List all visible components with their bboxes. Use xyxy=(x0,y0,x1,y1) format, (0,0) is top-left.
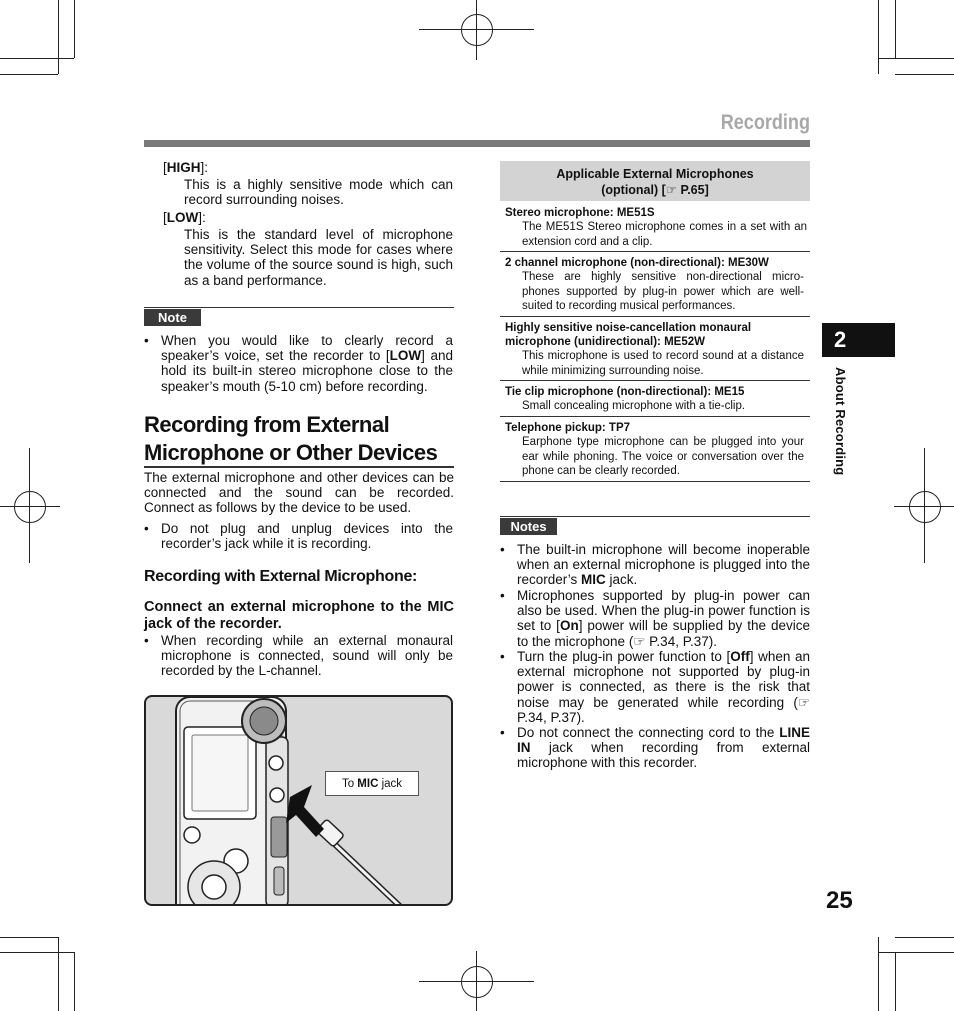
note-text-part: ] and hold its built-in stereo microphone close to the speaker’s mouth (5-10 cm) before recording. xyxy=(161,348,453,394)
section-title: Recording xyxy=(720,111,810,134)
chapter-number: 2 xyxy=(822,323,895,357)
mic-jack-callout xyxy=(325,771,419,796)
crop-mark xyxy=(74,0,75,58)
bullet-dot: • xyxy=(500,588,505,603)
notes-text-part: jack when recording from external microphone with this recorder. xyxy=(517,740,810,771)
note-rule xyxy=(144,307,454,308)
notes-text xyxy=(517,542,810,588)
notes-text-part: Turn the plug-in power function to [ xyxy=(517,649,731,664)
subheading: Recording with External Microphone: xyxy=(144,568,418,585)
table-divider xyxy=(500,481,810,482)
bullet-dot: • xyxy=(500,725,505,740)
intro-bullet xyxy=(144,521,454,553)
bullet-dot: • xyxy=(500,649,505,664)
step-text xyxy=(144,599,454,633)
low-description: This is the standard level of microphone sensitivity. Select this mode for cases where the volume of the source sound is high, such as a band performance. xyxy=(184,227,453,288)
notes-bullet xyxy=(500,588,810,650)
crop-mark xyxy=(74,952,75,1011)
crop-mark xyxy=(878,58,954,59)
crop-mark xyxy=(878,937,879,1011)
table-title-optional: (optional) xyxy=(601,183,659,197)
reference-icon: ☞ xyxy=(665,183,681,197)
mic-description: This microphone is used to record sound at a distance while minimizing surrounding noise. xyxy=(522,350,804,377)
note-text-part: When you would like to clearly record a speaker’s voice, set the recorder to [ xyxy=(161,333,453,364)
intro-bullet-text: Do not plug and unplug devices into the recorder’s jack while it is recording. xyxy=(161,521,453,552)
mic-entry xyxy=(505,421,804,479)
notes-text-part: ] power will be supplied by the device to the microphone (☞ P.34, P.37). xyxy=(517,618,810,649)
microphones-table-header xyxy=(500,161,810,201)
section-heading-line1: Recording from External xyxy=(144,412,390,437)
chapter-title: About Recording xyxy=(833,367,848,476)
registration-mark xyxy=(894,506,954,507)
mic-description: Small concealing microphone with a tie-clip. xyxy=(522,400,746,412)
notes-bullet xyxy=(500,649,810,727)
notes-text-part: ] when an external microphone not supported by plug-in power is connected, as there is the risk that noise may be generated while recording (☞ P.34, P.37). xyxy=(517,649,810,725)
mic-description: Earphone type microphone can be plugged into your ear while phoning. The voice or conversation over the phone can be clearly recorded. xyxy=(522,436,804,477)
notes-text-bold: Off xyxy=(730,649,750,664)
crop-mark xyxy=(0,58,74,59)
low-label-line: [LOW]: xyxy=(163,210,206,225)
registration-mark xyxy=(14,491,46,523)
table-divider xyxy=(500,416,810,417)
crop-mark xyxy=(895,74,954,75)
intro-paragraph: The external microphone and other devices can be connected and the sound can be recorded. Connect as follows by the device to be used. xyxy=(144,470,454,516)
notes-label: Notes xyxy=(500,518,557,535)
step-bullet xyxy=(144,633,454,681)
notes-rule xyxy=(500,516,810,517)
registration-mark xyxy=(461,966,493,998)
step-text-bold: MIC xyxy=(427,599,454,615)
crop-mark xyxy=(0,74,58,75)
crop-mark xyxy=(878,952,954,953)
callout-text-part: To xyxy=(341,778,358,790)
note-bullet xyxy=(144,333,454,397)
notes-text-bold: LINE IN xyxy=(517,725,810,756)
notes-bullet xyxy=(500,542,810,589)
crop-mark xyxy=(0,952,74,953)
bullet-dot: • xyxy=(500,542,505,557)
notes-bullet xyxy=(500,725,810,773)
mic-description: The ME51S Stereo microphone comes in a set with an extension cord and a clip. xyxy=(522,221,807,248)
crop-mark xyxy=(58,937,59,1011)
high-label-line: [HIGH]: xyxy=(163,160,209,175)
bullet-dot: • xyxy=(144,633,149,648)
crop-mark xyxy=(895,952,896,1011)
registration-mark xyxy=(476,0,477,60)
table-title-line1: Applicable External Microphones xyxy=(556,167,754,181)
low-label: LOW xyxy=(166,210,199,225)
note-text-bold: LOW xyxy=(389,348,422,364)
notes-text xyxy=(517,725,810,771)
mic-title: Highly sensitive noise-cancellation monaural microphone (unidirectional): ME52W xyxy=(505,322,752,348)
table-divider xyxy=(500,251,810,252)
mic-entry xyxy=(505,321,804,378)
mic-title: 2 channel microphone (non-directional): ME30W xyxy=(505,257,769,269)
mic-description: These are highly sensitive non-directional micro-phones supported by plug-in power which are well-suited to recording musical performances. xyxy=(522,271,804,312)
registration-mark xyxy=(419,29,534,30)
registration-mark xyxy=(0,506,60,507)
high-description: This is a highly sensitive mode which can record surrounding noises. xyxy=(184,177,453,208)
registration-mark xyxy=(419,981,534,982)
notes-text-part: Do not connect the connecting cord to the xyxy=(517,725,780,740)
bullet-dot: • xyxy=(144,521,149,536)
mic-entry xyxy=(505,385,807,414)
mic-title: Telephone pickup: TP7 xyxy=(505,422,631,434)
bullet-dot: • xyxy=(144,333,149,348)
table-title-line2: (optional) [☞ P.65] xyxy=(601,183,709,197)
notes-text-part: Microphones supported by plug-in power can also be used. When the plug-in power function is set to [ xyxy=(517,588,810,634)
note-label: Note xyxy=(144,309,201,326)
crop-mark xyxy=(895,937,954,938)
notes-text xyxy=(517,588,810,649)
notes-text-bold: On xyxy=(559,618,579,634)
step-bullet-text: When recording while an external monaural microphone is connected, sound will only be recorded by the L-channel. xyxy=(161,633,453,679)
table-divider xyxy=(500,380,810,381)
page-number: 25 xyxy=(826,887,853,914)
notes-text-part: The built-in microphone will become inoperable when an external microphone is plugged into the recorder’s xyxy=(517,542,810,588)
registration-mark xyxy=(909,491,941,523)
high-label: HIGH xyxy=(166,160,201,175)
notes-text xyxy=(517,649,810,725)
crop-mark xyxy=(58,0,59,74)
notes-text-bold: MIC xyxy=(581,572,606,588)
step-text-part: jack of the recorder. xyxy=(144,616,282,632)
note-text xyxy=(161,333,453,394)
table-divider xyxy=(500,316,810,317)
callout-text-part: jack xyxy=(378,778,403,790)
step-text-part: Connect an external microphone to the xyxy=(144,599,428,615)
table-title-ref: P.65 xyxy=(680,183,705,197)
crop-mark xyxy=(0,937,58,938)
mic-entry xyxy=(505,256,804,314)
mic-title: Stereo microphone: ME51S xyxy=(505,207,655,219)
crop-mark xyxy=(878,0,879,74)
section-bar xyxy=(144,140,810,147)
mic-entry xyxy=(505,206,807,249)
callout-text-bold: MIC xyxy=(357,778,379,790)
registration-mark xyxy=(461,14,493,46)
heading-rule xyxy=(144,466,454,468)
mic-title: Tie clip microphone (non-directional): ME15 xyxy=(505,386,745,398)
section-heading-line2: Microphone or Other Devices xyxy=(144,440,438,465)
crop-mark xyxy=(895,0,896,58)
recorder-drawing xyxy=(146,697,451,904)
notes-text-part: jack. xyxy=(605,572,638,588)
recorder-illustration xyxy=(144,695,453,906)
